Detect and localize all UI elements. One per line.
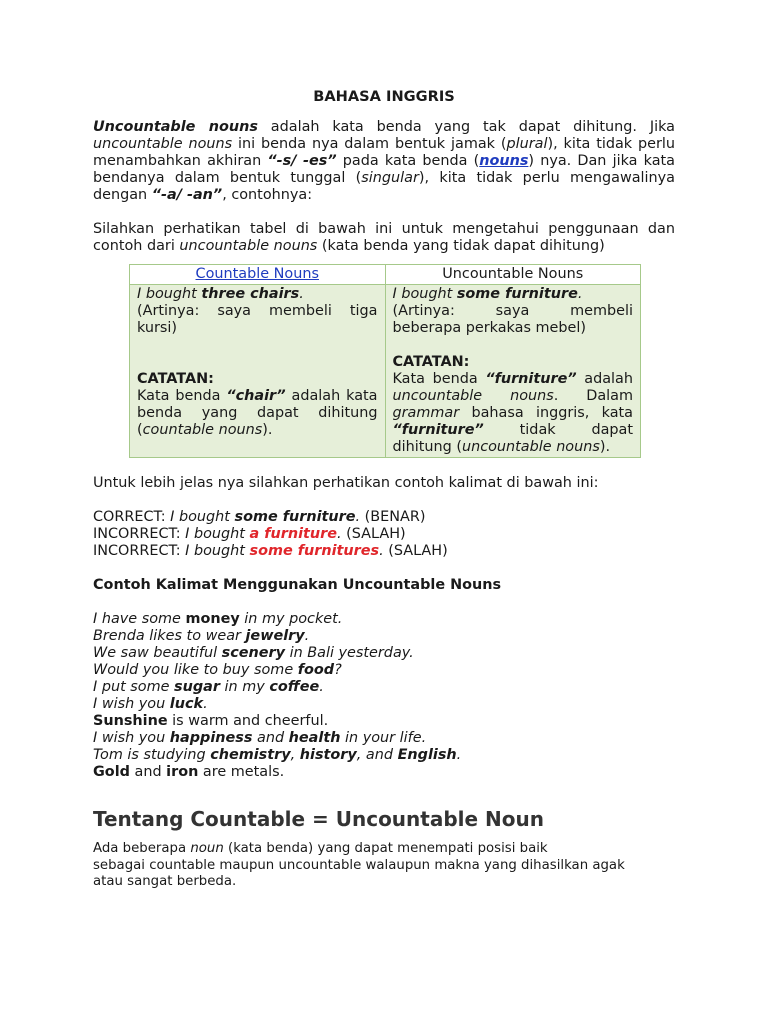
section-title: Tentang Countable = Uncountable Noun xyxy=(93,807,544,831)
closing-text: Ada beberapa xyxy=(93,841,191,856)
header-uncountable: Uncountable Nouns xyxy=(385,265,641,285)
uncountable-example xyxy=(393,286,634,303)
intro-text: adalah kata benda yang tak dapat dihitung. Jika xyxy=(257,119,675,135)
term-uncountable-nouns: Uncountable nouns xyxy=(93,119,258,135)
incorrect-label: INCORRECT: xyxy=(93,526,186,542)
intro-text: , contohnya: xyxy=(222,187,313,203)
closing-paragraph xyxy=(93,841,675,891)
example-sentences-list xyxy=(93,611,675,781)
note-text: Kata benda xyxy=(392,371,486,387)
sentence-item: Would you like to buy some food? xyxy=(93,662,342,678)
note-term: countable nouns xyxy=(142,422,263,438)
example-text: I bought xyxy=(170,509,235,525)
wrong-noun: a furniture xyxy=(249,526,337,542)
note-noun: “furniture” xyxy=(485,371,577,387)
nouns-comparison-table xyxy=(129,264,641,458)
note-term: uncountable nouns xyxy=(392,388,554,404)
example-text: I bought xyxy=(185,543,250,559)
incorrect-label: INCORRECT: xyxy=(93,543,186,559)
term-singular: singular xyxy=(361,170,419,186)
intro-text: ), kita tidak perlu mengawalinya dengan xyxy=(93,170,675,203)
term-italic: uncountable nouns xyxy=(93,136,233,152)
correct-label: CORRECT: xyxy=(93,509,171,525)
status-salah: (SALAH) xyxy=(341,526,406,542)
uncountable-meaning: (Artinya: saya membeli beberapa perkakas mebel) xyxy=(392,303,633,336)
status-salah: (SALAH) xyxy=(383,543,448,559)
sentence-item: I wish you happiness and health in your life. xyxy=(93,730,427,746)
table-intro-text: (kata benda yang tidak dapat dihitung) xyxy=(317,238,605,254)
sentence-item: I put some sugar in my coffee. xyxy=(93,679,324,695)
sentence-item: I have some money in my pocket. xyxy=(93,611,343,627)
note-term: grammar xyxy=(392,405,460,421)
example-text: . xyxy=(355,509,361,525)
catatan-label: CATATAN: xyxy=(137,371,214,387)
countable-cell xyxy=(130,285,386,458)
countable-note xyxy=(137,388,378,439)
countable-nouns-link[interactable]: Countable Nouns xyxy=(195,266,319,282)
article-a-an: “-a/ -an” xyxy=(151,187,223,203)
note-noun: “chair” xyxy=(226,388,286,404)
note-text: ). xyxy=(262,422,273,438)
wrong-noun: some furnitures xyxy=(249,543,380,559)
term-italic: uncountable nouns xyxy=(179,238,318,254)
intro-text: pada kata benda ( xyxy=(336,153,480,169)
sentence-item: Tom is studying chemistry, history, and English. xyxy=(93,747,462,763)
document-title: BAHASA INGGRIS xyxy=(313,88,455,105)
sentence-item: Sunshine is warm and cheerful. xyxy=(93,713,329,729)
uncountable-note xyxy=(393,371,634,456)
uncountable-cell xyxy=(385,285,641,458)
nouns-link[interactable]: nouns xyxy=(479,153,529,169)
example-text: . xyxy=(577,286,583,302)
closing-text: (kata benda) yang dapat menempati posisi baik xyxy=(223,841,548,856)
note-text: ). xyxy=(599,439,611,455)
correct-line xyxy=(93,509,675,526)
catatan-label: CATATAN: xyxy=(392,354,470,370)
example-text: I bought xyxy=(185,526,250,542)
countable-meaning: (Artinya: saya membeli tiga kursi) xyxy=(137,303,378,336)
incorrect-line-2 xyxy=(93,543,675,560)
note-text: . Dalam xyxy=(553,388,633,404)
suffix-s-es: “-s/ -es” xyxy=(267,153,337,169)
closing-text: atau sangat berbeda. xyxy=(93,874,237,889)
example-text: . xyxy=(337,526,342,542)
example-text: I bought xyxy=(137,286,202,302)
intro-text: ini benda nya dalam bentuk jamak ( xyxy=(232,136,507,152)
intro-paragraph xyxy=(93,119,675,204)
table-intro-text: Silahkan perhatikan tabel di bawah ini untuk mengetahui penggunaan dan contoh dari xyxy=(93,221,675,254)
example-text: . xyxy=(379,543,384,559)
document-page xyxy=(93,88,675,891)
term-plural: plural xyxy=(506,136,548,152)
intro-text: ) nya. Dan jika kata bendanya dalam bentuk tunggal ( xyxy=(93,153,676,186)
example-noun: three chairs xyxy=(201,286,300,302)
status-benar: (BENAR) xyxy=(360,509,426,525)
sentence-item: Gold and iron are metals. xyxy=(93,764,285,780)
note-term: uncountable nouns xyxy=(461,439,600,455)
sentence-item: Brenda likes to wear jewelry. xyxy=(93,628,310,644)
note-text: adalah xyxy=(576,371,633,387)
intro-text: ), kita tidak perlu menambahkan akhiran xyxy=(93,136,676,169)
note-text: adalah kata benda yang dapat dihitung ( xyxy=(137,388,378,438)
examples-heading: Contoh Kalimat Menggunakan Uncountable Nouns xyxy=(93,577,502,593)
note-text: bahasa inggris, kata xyxy=(459,405,633,421)
closing-text: sebagai countable maupun uncountable walaupun makna yang dihasilkan agak xyxy=(93,857,625,873)
examples-intro: Untuk lebih jelas nya silahkan perhatikan contoh kalimat di bawah ini: xyxy=(93,475,599,491)
sentence-item: I wish you luck. xyxy=(93,696,208,712)
note-text: Kata benda xyxy=(137,388,227,404)
example-text: . xyxy=(299,286,304,302)
table-intro-paragraph xyxy=(93,221,675,255)
incorrect-line-1 xyxy=(93,526,675,543)
sentence-item: We saw beautiful scenery in Bali yesterday. xyxy=(93,645,414,661)
example-noun: some furniture xyxy=(234,509,356,525)
example-text: I bought xyxy=(392,286,457,302)
closing-term: noun xyxy=(190,841,224,856)
example-noun: some furniture xyxy=(456,286,578,302)
countable-example xyxy=(137,286,378,303)
note-text: tidak dapat dihitung ( xyxy=(392,422,633,455)
note-noun: “furniture” xyxy=(392,422,484,438)
header-countable xyxy=(130,265,386,285)
